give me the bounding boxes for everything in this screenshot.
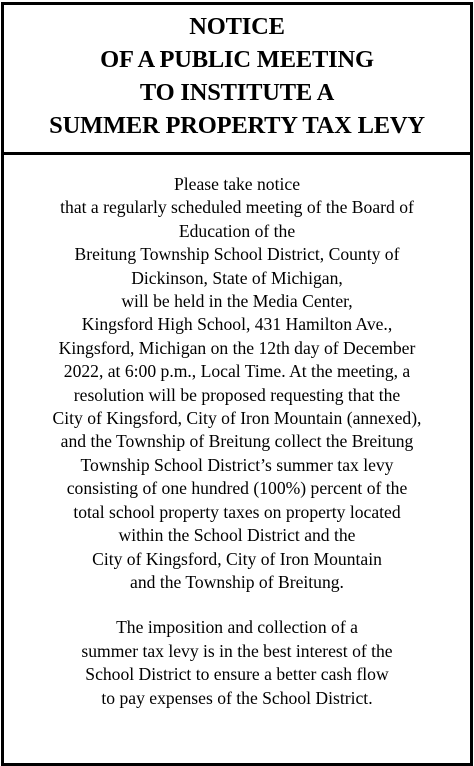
notice-paragraph-1 [4, 173, 470, 594]
body-line: resolution will be proposed requesting that the [73, 384, 401, 405]
body-line: consisting of one hundred (100%) percent of the [66, 478, 408, 499]
body-line: Dickinson, State of Michigan, [131, 267, 343, 288]
notice-body [4, 173, 470, 710]
body-line: within the School District and the [118, 525, 356, 546]
notice-paragraph-2 [4, 616, 470, 710]
body-line: Kingsford High School, 431 Hamilton Ave., [81, 314, 393, 335]
body-line: City of Kingsford, City of Iron Mountain (annexed), [52, 408, 422, 429]
body-line: City of Kingsford, City of Iron Mountain [92, 548, 382, 569]
body-line: and the Township of Breitung collect the Breitung [60, 431, 414, 452]
body-line: that a regularly scheduled meeting of the Board of [60, 197, 414, 218]
body-line: will be held in the Media Center, [121, 291, 353, 312]
body-line: 2022, at 6:00 p.m., Local Time. At the meeting, a [63, 361, 411, 382]
body-line: Education of the [178, 220, 296, 241]
paragraph-spacer [4, 594, 470, 616]
heading-divider [4, 152, 470, 155]
body-line: total school property taxes on property located [73, 501, 401, 522]
body-line: Kingsford, Michigan on the 12th day of December [58, 337, 416, 358]
body-line: School District to ensure a better cash flow [85, 664, 389, 685]
body-line: to pay expenses of the School District. [101, 687, 373, 708]
public-notice [1, 2, 473, 766]
heading-line: OF A PUBLIC MEETING [100, 46, 374, 73]
body-line: and the Township of Breitung. [130, 571, 344, 592]
body-line: summer tax levy is in the best interest of the [81, 640, 393, 661]
notice-heading [4, 10, 470, 142]
body-line: Breitung Township School District, County of [74, 244, 400, 265]
body-line: The imposition and collection of a [116, 617, 358, 638]
heading-line: TO INSTITUTE A [139, 79, 335, 106]
heading-line: NOTICE [189, 13, 285, 40]
body-line: Please take notice [173, 174, 301, 194]
heading-line: SUMMER PROPERTY TAX LEVY [49, 112, 425, 139]
body-line: Township School District’s summer tax levy [80, 454, 394, 475]
